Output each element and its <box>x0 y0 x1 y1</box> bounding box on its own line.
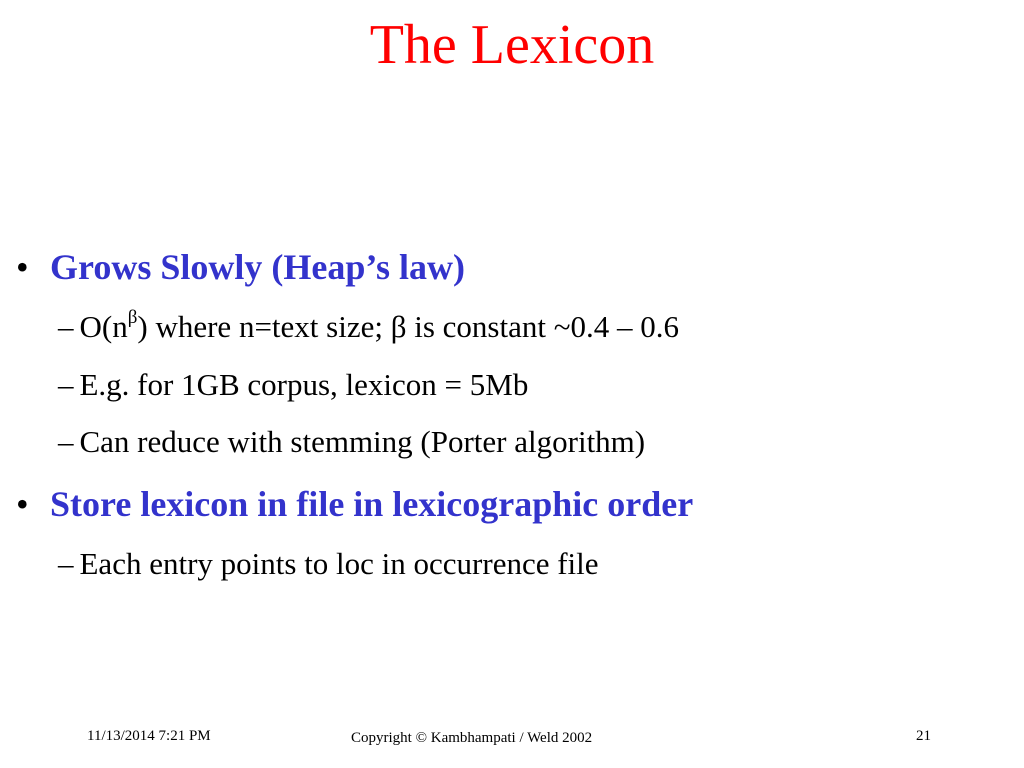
dash-symbol: – <box>58 424 74 459</box>
sub-item-example <box>58 366 528 404</box>
footer-page-number: 21 <box>916 728 931 744</box>
footer-copyright: Copyright © Kambhampati / Weld 2002 <box>351 730 593 746</box>
sub-item-text: Can reduce with stemming (Porter algorithm) <box>79 424 646 459</box>
bullet-symbol: • <box>16 247 29 287</box>
bullet-text: Store lexicon in file in lexicographic order <box>50 484 694 524</box>
sub-item-text: Each entry points to loc in occurrence file <box>79 546 599 581</box>
dash-symbol: – <box>58 546 74 581</box>
sub-item-text: E.g. for 1GB corpus, lexicon = 5Mb <box>79 367 529 402</box>
bullet-store-lexicon <box>16 482 693 526</box>
sub-item-entry-points <box>58 545 599 583</box>
sub-item-text-post: ) where n=text size; β is constant ~0.4 – 0.6 <box>137 309 679 344</box>
beta-superscript: β <box>127 307 138 328</box>
sub-item-text-pre: O(n <box>79 309 128 344</box>
sub-item-complexity <box>58 308 679 346</box>
bullet-text: Grows Slowly (Heap’s law) <box>50 247 466 287</box>
dash-symbol: – <box>58 367 74 402</box>
slide-title: The Lexicon <box>369 14 655 76</box>
footer-date: 11/13/2014 7:21 PM <box>87 728 211 744</box>
sub-item-stemming <box>58 423 645 461</box>
dash-symbol: – <box>58 309 74 344</box>
bullet-symbol: • <box>16 484 29 524</box>
bullet-heap-law <box>16 245 465 289</box>
